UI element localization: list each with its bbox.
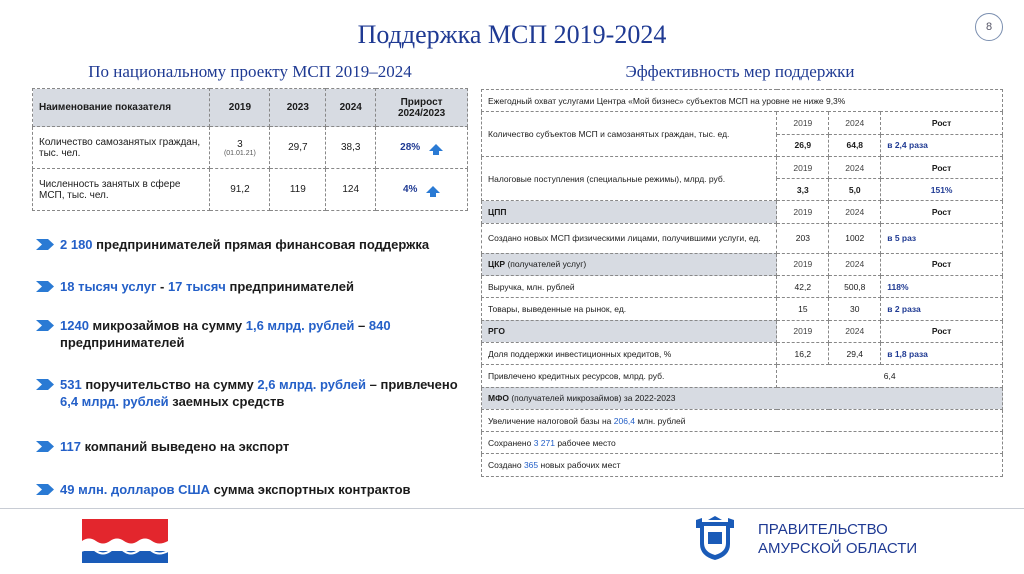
value-2019: 203 [777,223,829,253]
left-subtitle: По национальному проекту МСП 2019–2024 [88,62,412,81]
section-mfo [482,387,1003,409]
year-2024: 2024 [829,156,881,178]
section-ckr [482,253,777,275]
section-header-row [482,387,1003,409]
bullet-text: компаний выведено на экспорт [80,439,290,454]
chevron-right-icon [36,484,54,495]
row-value-2023: 119 [270,169,326,211]
value-2024: 5,0 [829,179,881,201]
government-name [758,520,917,558]
bullet-text: заемных средств [168,394,285,409]
col-header-2019: 2019 [210,89,270,127]
row-text: Сохранено [488,437,534,448]
row-name: Товары, выведенные на рынок, ед. [482,298,777,320]
bullet-value: 17 тысяч [167,279,226,294]
bullet-text: предпринимателей [225,279,354,294]
table-header-row [33,89,468,127]
value-2019-note: (01.01.21) [223,149,256,157]
row-value: 206,4 [613,415,636,426]
bullet-text: – [354,318,369,333]
effectiveness-table [481,89,1003,477]
year-2024: 2024 [829,201,881,223]
growth-value: 151% [881,179,1003,201]
bullet-value: 49 млн. долларов США [60,482,210,497]
chevron-right-icon [36,379,54,390]
row-name: Налоговые поступления (специальные режимы), млрд. руб. [482,156,777,201]
arrow-up-icon [426,186,440,193]
value-2024: 30 [829,298,881,320]
table-row [482,90,1003,112]
value-2024: 500,8 [829,276,881,298]
value-2024: 64,8 [829,134,881,156]
row-value-2023: 29,7 [270,127,326,169]
row-value-2019 [210,127,270,169]
growth-header: Рост [881,156,1003,178]
bullet-text: поручительство на сумму [81,377,258,392]
col-header-2023: 2023 [270,89,326,127]
jobs-created-row [482,454,1003,476]
table-row [482,223,1003,253]
row-name: Привлечено кредитных ресурсов, млрд. руб. [482,365,777,387]
row-value-2024: 38,3 [326,127,376,169]
bullet-value: 2 180 [60,237,93,252]
year-2019: 2019 [777,320,829,342]
value-total: 6,4 [777,365,1003,387]
row-name: Количество субъектов МСП и самозанятых граждан, тыс. ед. [482,112,777,157]
list-item [36,376,466,410]
tax-base-row [482,409,1003,431]
table-row [482,156,1003,178]
flag-wave-icon [82,519,168,563]
bullet-value: 18 тысяч услуг [60,279,157,294]
section-mfo-label: МФО [488,393,509,404]
growth-value: 118% [881,276,1003,298]
value-2024: 29,4 [829,342,881,364]
growth-value: в 2,4 раза [881,134,1003,156]
row-name: Доля поддержки инвестиционных кредитов, % [482,342,777,364]
table-row [482,365,1003,387]
coat-of-arms-icon [692,516,738,562]
bullet-value: 531 [60,377,82,392]
year-2024: 2024 [829,112,881,134]
bullet-value: 2,6 млрд. рублей [257,377,367,392]
bullet-text: сумма экспортных контрактов [209,482,411,497]
year-2019: 2019 [777,112,829,134]
row-text: Создано [488,460,524,471]
row-value-2024: 124 [326,169,376,211]
row-text: новых рабочих мест [538,460,621,471]
row-name: Выручка, млн. рублей [482,276,777,298]
year-2024: 2024 [829,253,881,275]
list-item [36,236,466,253]
section-cpp: ЦПП [482,201,777,223]
growth-header: Рост [881,201,1003,223]
row-name: Численность занятых в сфере МСП, тыс. чел. [33,169,210,211]
row-text: Увеличение налоговой базы на [488,415,614,426]
chevron-right-icon [36,239,54,250]
table-row [482,454,1003,476]
table-row [482,409,1003,431]
growth-value: 28% [400,142,421,153]
year-2024: 2024 [829,320,881,342]
growth-header: Рост [881,320,1003,342]
section-header-row [482,201,1003,223]
value-2019: 3 [237,138,243,150]
page-number: 8 [975,13,1003,41]
bullet-value: 840 [368,318,391,333]
government-line-2: АМУРСКОЙ ОБЛАСТИ [758,540,918,557]
chevron-right-icon [36,441,54,452]
row-name: Создано новых МСП физическими лицами, получившими услуги, ед. [482,223,777,253]
section-ckr-label: ЦКР [488,259,506,270]
table-row [482,432,1003,454]
table-row [482,276,1003,298]
row-value: 3 271 [533,437,555,448]
value-2024: 1002 [829,223,881,253]
table-row [33,127,468,169]
value-2019: 3,3 [777,179,829,201]
growth-value: 4% [402,184,418,195]
row-growth [376,127,468,169]
value-2019: 15 [777,298,829,320]
footer-divider [0,508,1024,509]
jobs-kept-row [482,432,1003,454]
bullet-text: микрозаймов на сумму [88,318,246,333]
row-value-2019: 91,2 [210,169,270,211]
growth-header: Рост [881,112,1003,134]
row-value: 365 [523,460,539,471]
value-2019: 26,9 [777,134,829,156]
right-subtitle: Эффективность мер поддержки [625,62,855,81]
year-2019: 2019 [777,201,829,223]
coverage-row: Ежегодный охват услугами Центра «Мой бизнес» субъектов МСП на уровне не ниже 9,3% [482,90,1003,112]
bullet-text: предпринимателей [60,335,185,350]
list-item [36,317,466,351]
list-item [36,278,466,295]
year-2019: 2019 [777,253,829,275]
section-rgo: РГО [482,320,777,342]
section-header-row [482,253,1003,275]
col-header-name: Наименование показателя [33,89,210,127]
bullet-value: 1240 [60,318,89,333]
chevron-right-icon [36,281,54,292]
list-item [36,438,466,455]
table-row [482,112,1003,134]
col-header-2024: 2024 [326,89,376,127]
bullet-text: - [156,279,168,294]
arrow-up-icon [429,144,443,151]
table-row [482,342,1003,364]
growth-value: в 1,8 раза [881,342,1003,364]
bullet-text: – привлечено [366,377,458,392]
bullet-text: предпринимателей прямая финансовая поддержка [92,237,430,252]
bullet-value: 1,6 млрд. рублей [245,318,355,333]
value-2019: 16,2 [777,342,829,364]
growth-value: в 5 раз [881,223,1003,253]
row-growth [376,169,468,211]
bullet-value: 6,4 млрд. рублей [60,394,169,409]
growth-header: Рост [881,253,1003,275]
section-mfo-note: (получателей микрозаймов) за 2022-2023 [508,393,676,404]
section-ckr-note: (получателей услуг) [505,259,587,270]
row-name: Количество самозанятых граждан, тыс. чел. [33,127,210,169]
page-title: Поддержка МСП 2019-2024 [357,20,667,49]
col-header-growth: Прирост 2024/2023 [376,89,468,127]
amur-flag-logo [82,519,168,563]
row-text: млн. рублей [635,415,686,426]
value-2019: 42,2 [777,276,829,298]
bullet-value: 117 [60,439,81,454]
national-project-table [32,88,468,211]
row-text: рабочее место [554,437,616,448]
table-row [33,169,468,211]
table-row [482,298,1003,320]
growth-value: в 2 раза [881,298,1003,320]
chevron-right-icon [36,320,54,331]
list-item [36,481,466,498]
year-2019: 2019 [777,156,829,178]
government-line-1: ПРАВИТЕЛЬСТВО [758,521,888,538]
section-header-row [482,320,1003,342]
